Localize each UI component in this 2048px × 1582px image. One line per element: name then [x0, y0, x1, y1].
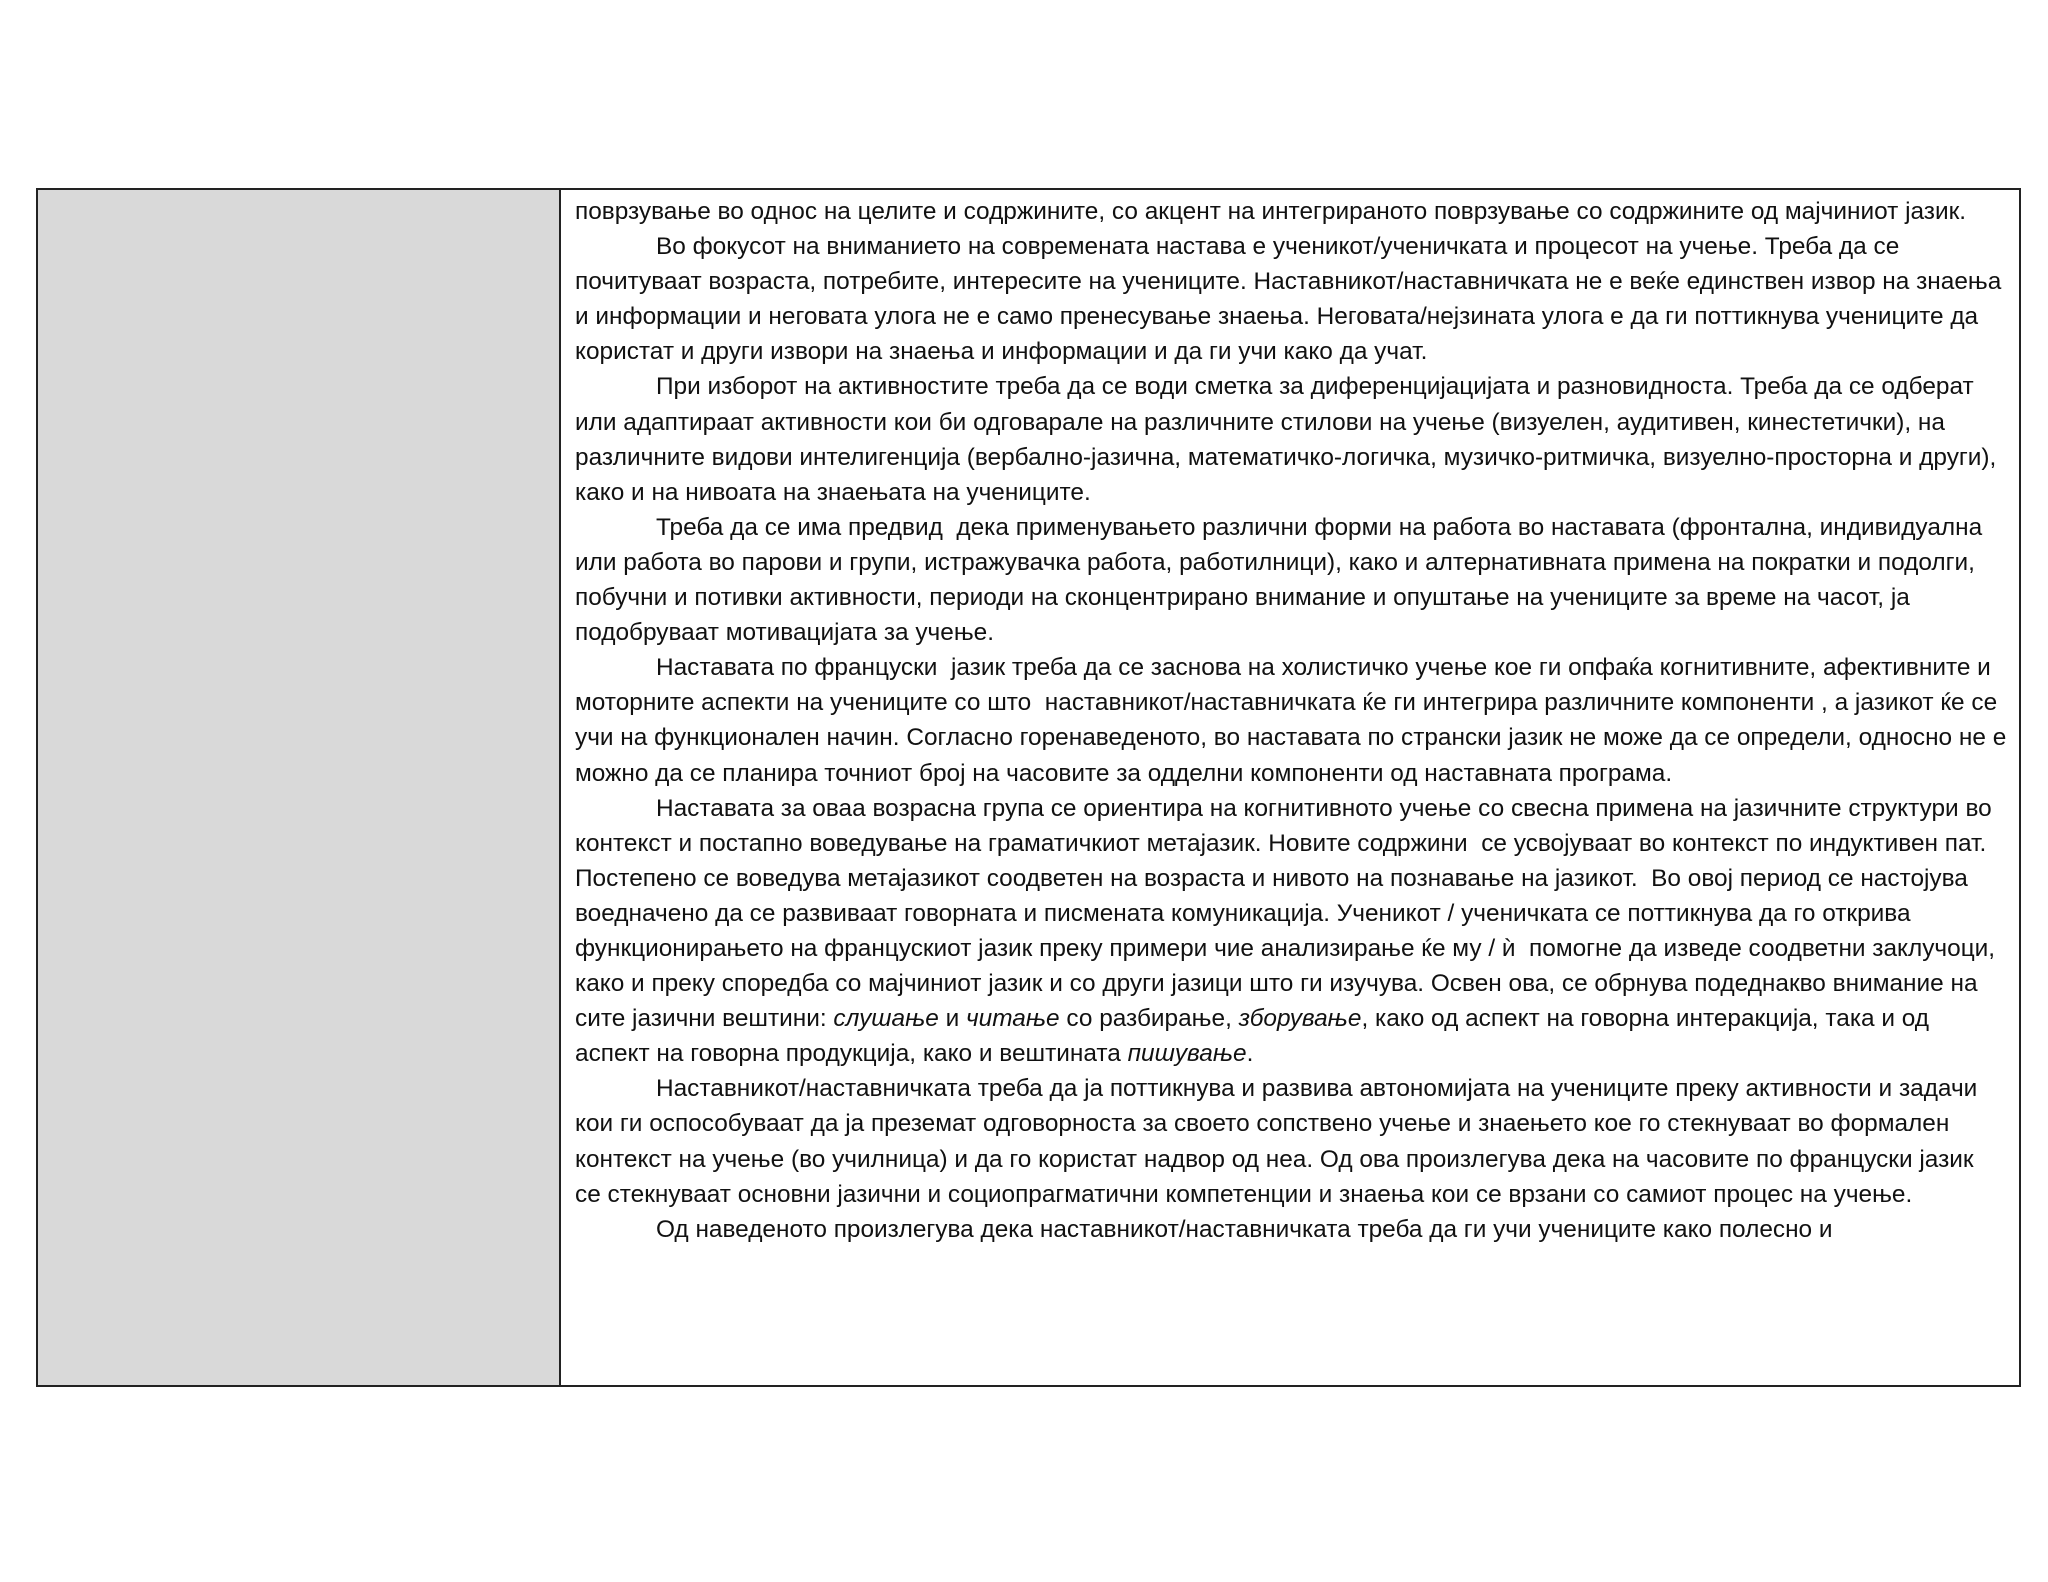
body-paragraph: [575, 1071, 2009, 1211]
paragraph-text: , како од аспект на говорна интеракција, така и од аспект на говорна продукција, како и вештината: [575, 1005, 1936, 1068]
paragraph-text: со разбирање,: [1059, 1005, 1239, 1033]
paragraph-text: .: [1246, 1040, 1254, 1068]
left-table-cell: [38, 190, 561, 1385]
body-paragraph: [575, 791, 2009, 1072]
body-paragraph: [575, 194, 2009, 229]
right-table-cell: [561, 190, 2019, 1385]
paragraph-text: и: [938, 1005, 967, 1033]
paragraph-text: Наставата за оваа возрасна група се ориентира на когнитивното учење со свесна примена на јазичните структури во контекст и постапно воведување на граматичкиот метајазик. Новите содржини се усвојуваат во контекст по индуктивен пат. Постепено се воведува метајазикот соодветен на возраста и нивото на познавање на јазикот. Во овој период се настојува воедначено да се развиваат говорната и писмената комуникација. Ученикот / ученичката се поттикнува да го открива функционирањето на францускиот јазик преку примери чие анализирање ќе му / ѝ помогне да изведе соодветни заклучоци, како и преку споредба со мајчиниот јазик и со други јазици што ги изучува. Освен ова, се обрнува подеднакво внимание на сите јазични вештини:: [575, 794, 2002, 1033]
body-paragraph: [575, 650, 2014, 790]
body-paragraph: [575, 1212, 2009, 1247]
paragraph-text: При изборот на активностите треба да се води сметка за диференцијацијата и разновидноста. Треба да се одберат или адаптираат активности кои би одговарале на различните стилови на учење (визуелен, аудитивен, кинестетички), на различните видови интелигенција (вербално-јазична, математичко-логичка, музичко-ритмичка, визуелно-просторна и други), како и на нивоата на знаењата на учениците.: [575, 373, 2004, 506]
paragraph-text: Од наведеното произлегува дека наставникот/наставничката треба да ги учи учениците како полесно и: [656, 1215, 1833, 1243]
paragraph-text: Наставата по француски јазик треба да се заснова на холистичко учење кое ги опфаќа когнитивните, афективните и моторните аспекти на учениците со што наставникот/наставничката ќе ги интегрира различните компоненти , а јазикот ќе се учи на функционален начин. Согласно горенаведеното, во наставата по странски јазик не може да се определи, односно не е можно да се планира точниот број на часовите за одделни компоненти од наставната програма.: [575, 654, 2014, 787]
italic-term: читање: [966, 1005, 1060, 1033]
body-paragraph: [575, 229, 2009, 369]
body-paragraph: [575, 510, 2009, 650]
body-paragraph: [575, 369, 2009, 509]
italic-term: пишување: [1127, 1040, 1247, 1068]
italic-term: слушање: [833, 1005, 939, 1033]
paragraph-text: поврзување во однос на целите и содржините, со акцент на интегрираното поврзување со содржините од мајчиниот јазик.: [575, 198, 1967, 225]
paragraph-text: Наставникот/наставничката треба да ја поттикнува и развива автономијата на учениците преку активности и задачи кои ги оспособуваат да ја преземат одговорноста за своето сопствено учење и знаењето кое го стекнуваат во формален контекст на учење (во училница) и да го користат надвор од неа. Од ова произлегува дека на часовите по француски јазик се стекнуваат основни јазични и социопрагматични компетенции и знаења кои се врзани со самиот процес на учење.: [575, 1075, 1988, 1208]
content-table: [36, 188, 2021, 1387]
italic-term: зборување: [1238, 1005, 1362, 1033]
paragraph-text: Во фокусот на вниманието на современата настава е ученикот/ученичката и процесот на учење. Треба да се почитуваат возраста, потребите, интересите на учениците. Наставникот/наставничката не е веќе единствен извор на знаења и информации и неговата улога не е само пренесување знаења. Неговата/нејзината улога е да ги поттикнува учениците да користат и други извори на знаења и информации и да ги учи како да учат.: [575, 233, 2009, 366]
paragraph-text: Треба да се има предвид дека применувањето различни форми на работа во наставата (фронтална, индивидуална или работа во парови и групи, истражувачка работа, работилници), како и алтернативната примена на пократки и подолги, побучни и потивки активности, периоди на сконцентрирано внимание и опуштање на учениците за време на часот, ја подобруваат мотивацијата за учење.: [575, 513, 1989, 647]
